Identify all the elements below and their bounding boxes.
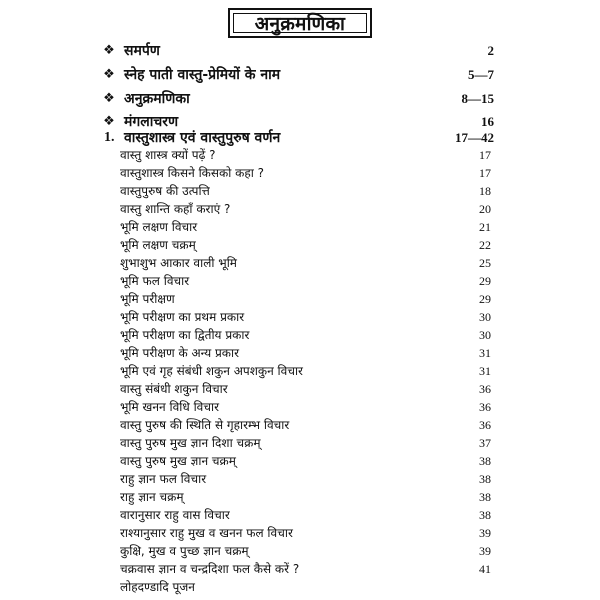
toc-subentry — [0, 543, 600, 563]
toc-subentry — [0, 453, 600, 473]
toc-subentry — [0, 579, 600, 599]
diamond-bullet-icon: ❖ — [103, 91, 115, 106]
toc-subentry — [0, 147, 600, 167]
entry-text: अनुक्रमणिका — [124, 91, 190, 107]
diamond-bullet-icon: ❖ — [103, 114, 115, 129]
subentry-page-number: 17 — [479, 166, 491, 180]
subentry-page-number: 18 — [479, 184, 491, 198]
toc-subentry — [0, 327, 600, 347]
subentry-page-number: 20 — [479, 202, 491, 216]
subentry-page-number: 30 — [479, 310, 491, 324]
subentry-text: राहु ज्ञान फल विचार — [120, 472, 207, 486]
toc-subentry — [0, 237, 600, 257]
subentry-page-number: 39 — [479, 526, 491, 540]
entry-page-number: 8—15 — [461, 91, 494, 106]
subentry-page-number: 29 — [479, 292, 491, 306]
subentry-text: वास्तु पुरुष मुख ज्ञान चक्रम् — [120, 454, 236, 468]
subentry-text: कुक्षि, मुख व पुच्छ ज्ञान चक्रम् — [120, 544, 249, 558]
subentry-page-number: 17 — [479, 148, 491, 162]
subentry-text: भूमि लक्षण चक्रम् — [120, 238, 196, 252]
subentry-text: वास्तु संबंधी शकुन विचार — [120, 382, 228, 396]
toc-subentry — [0, 219, 600, 239]
subentry-text: भूमि परीक्षण के अन्य प्रकार — [120, 346, 240, 360]
toc-subentry — [0, 561, 600, 581]
subentry-page-number: 31 — [479, 346, 491, 360]
toc-subentry — [0, 435, 600, 455]
subentry-text: भूमि परीक्षण का द्वितीय प्रकार — [120, 328, 250, 342]
entry-text: स्नेह पाती वास्तु-प्रेमियों के नाम — [124, 67, 281, 83]
subentry-text: लोहदण्डादि पूजन — [120, 580, 195, 594]
subentry-text: वास्तु पुरुष मुख ज्ञान दिशा चक्रम् — [120, 436, 261, 450]
entry-text: समर्पण — [124, 43, 160, 59]
subentry-page-number: 38 — [479, 454, 491, 468]
subentry-page-number: 38 — [479, 472, 491, 486]
entry-text: मंगलाचरण — [124, 114, 179, 130]
subentry-page-number: 31 — [479, 364, 491, 378]
subentry-text: वास्तु पुरुष की स्थिति से गृहारम्भ विचार — [120, 418, 290, 432]
toc-subentry — [0, 363, 600, 383]
subentry-page-number: 36 — [479, 400, 491, 414]
subentry-page-number: 22 — [479, 238, 491, 252]
subentry-page-number: 29 — [479, 274, 491, 288]
subentry-page-number: 37 — [479, 436, 491, 450]
subentry-text: राहु ज्ञान चक्रम् — [120, 490, 184, 504]
toc-subentry — [0, 381, 600, 401]
subentry-text: शुभाशुभ आकार वाली भूमि — [120, 256, 237, 270]
toc-entry-letter — [0, 66, 600, 86]
diamond-bullet-icon: ❖ — [103, 43, 115, 58]
subentry-text: भूमि लक्षण विचार — [120, 220, 198, 234]
subentry-page-number: 41 — [479, 562, 491, 576]
page-title: अनुक्रमणिका — [254, 13, 346, 35]
toc-subentry — [0, 489, 600, 509]
toc-subentry — [0, 273, 600, 293]
subentry-text: वारानुसार राहु वास विचार — [120, 508, 230, 522]
toc-subentry — [0, 345, 600, 365]
toc-subentry — [0, 291, 600, 311]
toc-subentry — [0, 471, 600, 491]
page-title-box — [228, 8, 372, 38]
entry-page-number: 2 — [487, 43, 494, 58]
subentry-text: वास्तुशास्त्र किसने किसको कहा ? — [120, 166, 265, 180]
toc-subentry — [0, 255, 600, 275]
subentry-text: राश्यानुसार राहु मुख व खनन फल विचार — [120, 526, 293, 540]
chapter-heading — [0, 129, 600, 149]
subentry-page-number: 38 — [479, 490, 491, 504]
subentry-page-number: 38 — [479, 508, 491, 522]
toc-entry-contents — [0, 90, 600, 110]
subentry-text: चक्रवास ज्ञान व चन्द्रदिशा फल कैसे करें ? — [120, 562, 300, 576]
toc-subentry — [0, 399, 600, 419]
subentry-text: भूमि फल विचार — [120, 274, 190, 288]
diamond-bullet-icon: ❖ — [103, 67, 115, 82]
subentry-text: वास्तुपुरुष की उत्पत्ति — [120, 184, 210, 198]
subentry-page-number: 25 — [479, 256, 491, 270]
subentry-page-number: 30 — [479, 328, 491, 342]
chapter-title: वास्तुशास्त्र एवं वास्तुपुरुष वर्णन — [124, 130, 281, 146]
toc-subentry — [0, 525, 600, 545]
subentry-text: वास्तु शास्त्र क्यों पढ़ें ? — [120, 148, 216, 162]
chapter-page-range: 17—42 — [455, 130, 494, 145]
subentry-text: भूमि परीक्षण — [120, 292, 175, 306]
toc-subentry — [0, 165, 600, 185]
subentry-text: भूमि एवं गृह संबंधी शकुन अपशकुन विचार — [120, 364, 303, 378]
toc-subentry — [0, 201, 600, 221]
toc-subentry — [0, 417, 600, 437]
entry-page-number: 16 — [481, 114, 494, 129]
toc-subentry — [0, 507, 600, 527]
toc-entry-dedication — [0, 42, 600, 62]
toc-subentry — [0, 309, 600, 329]
chapter-number: 1. — [104, 130, 115, 145]
subentry-text: भूमि खनन विधि विचार — [120, 400, 219, 414]
entry-page-number: 5—7 — [468, 67, 494, 82]
subentry-page-number: 36 — [479, 382, 491, 396]
subentry-text: वास्तु शान्ति कहाँ कराएं ? — [120, 202, 231, 216]
subentry-page-number: 39 — [479, 544, 491, 558]
subentry-page-number: 21 — [479, 220, 491, 234]
subentry-page-number: 36 — [479, 418, 491, 432]
subentry-text: भूमि परीक्षण का प्रथम प्रकार — [120, 310, 245, 324]
toc-subentry — [0, 183, 600, 203]
